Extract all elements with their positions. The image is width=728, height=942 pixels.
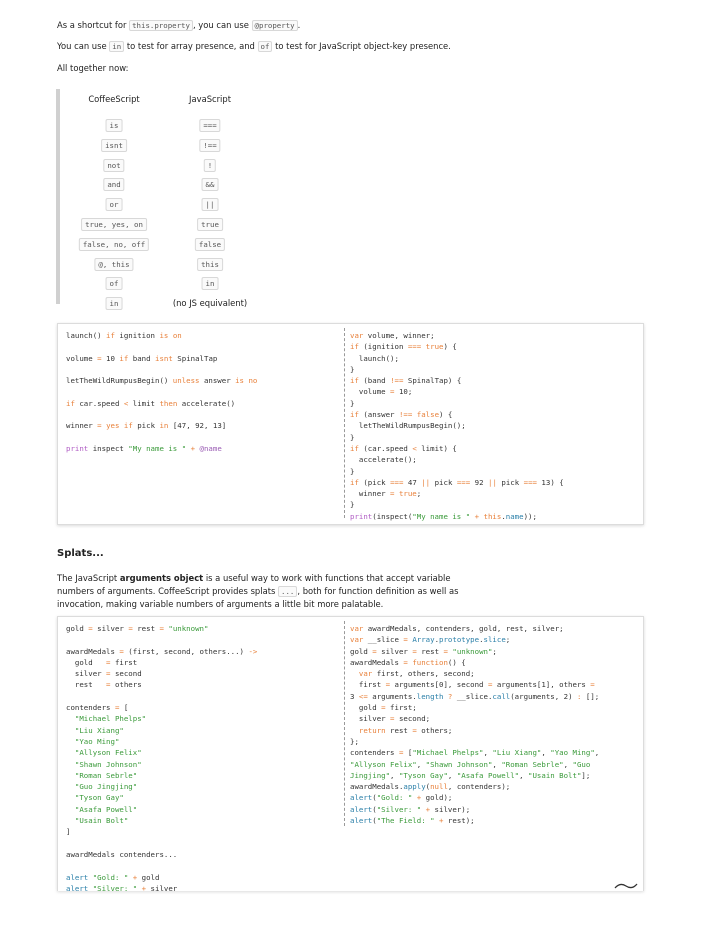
code-line: gold = silver = rest = "unknown": [66, 624, 209, 633]
code-line: print inspect "My name is " + @name: [66, 443, 222, 453]
coffeescript-operator: false, no, off: [79, 238, 149, 251]
table-cell-coffeescript: [106, 291, 123, 310]
intro-line-1: As a shortcut for this.property , you can use @property .: [57, 20, 301, 30]
code-line: winner = true;: [350, 489, 422, 499]
code-line: alert "Silver: " + silver: [66, 883, 178, 891]
code-line: [66, 838, 334, 849]
table-cell-javascript: [195, 232, 225, 251]
table-cell-javascript: [202, 172, 219, 191]
code-line: volume = 10 if band isnt SpinalTap: [66, 353, 218, 363]
coffeescript-operator: isnt: [101, 139, 127, 152]
code-line: gold = first;: [350, 703, 417, 713]
code-line: gold = silver = rest = "unknown";: [350, 646, 497, 656]
code-line: awardMedals = function() {: [350, 657, 466, 667]
code-line: }: [350, 466, 355, 476]
code-line: "Roman Sebrle": [74, 770, 138, 780]
code-line: ]: [66, 827, 71, 837]
table-cell-javascript: [199, 113, 220, 132]
inline-code: ...: [278, 586, 297, 597]
javascript-pane: [342, 324, 643, 524]
code-line: var first, others, second;: [358, 669, 475, 679]
javascript-operator: true: [197, 218, 223, 231]
coffeescript-operator: is: [106, 119, 123, 132]
code-line: if (answer !== false) {: [350, 410, 453, 420]
code-line: [66, 364, 334, 375]
code-line: [66, 432, 334, 443]
code-line: };: [350, 736, 359, 746]
javascript-operator: false: [195, 238, 225, 251]
table-cell-javascript: [197, 212, 223, 231]
code-line: letTheWildRumpusBegin();: [350, 421, 466, 431]
section-heading-splats: Splats...: [57, 548, 104, 559]
code-line: "Yao Ming": [74, 736, 120, 746]
coffeescript-pane: [58, 617, 342, 891]
coffeescript-operator: true, yes, on: [81, 218, 147, 231]
code-line: awardMedals.apply(null, contenders);: [350, 782, 511, 792]
code-line: rest = others: [66, 680, 142, 690]
code-line: alert("Silver: " + silver);: [350, 804, 471, 814]
splats-para-line-3: invocation, making variable numbers of arguments a little bit more palatable.: [57, 599, 384, 609]
code-line: }: [350, 364, 355, 374]
code-line: 3 <= arguments.length ? __slice.call(arguments, 2) : [];: [350, 691, 600, 701]
code-line: [66, 341, 334, 352]
code-line: alert "Gold: " + gold: [66, 872, 160, 882]
code-line: [66, 860, 334, 871]
code-line: "Usain Bolt": [74, 816, 129, 826]
coffeescript-operator: and: [103, 178, 124, 191]
javascript-operator: ===: [199, 119, 220, 132]
table-cell-coffeescript: [101, 133, 127, 152]
table-header-javascript: JavaScript: [189, 94, 231, 104]
coffeescript-operator: in: [106, 297, 123, 310]
table-cell-coffeescript: [103, 172, 124, 191]
code-line: [66, 691, 334, 702]
code-line: }: [350, 500, 355, 510]
code-line: Jingjing", "Tyson Gay", "Asafa Powell", "Usain Bolt"];: [350, 770, 591, 780]
code-line: var awardMedals, contenders, gold, rest, silver;: [350, 624, 564, 633]
coffeescript-operator: @, this: [94, 258, 133, 271]
code-line: "Guo Jingjing": [74, 782, 138, 792]
inline-code: in: [109, 41, 124, 52]
table-cell-coffeescript: [103, 153, 124, 172]
code-line: if (band !== SpinalTap) {: [350, 376, 462, 386]
inline-code: this.property: [129, 20, 193, 31]
code-line: accelerate();: [350, 455, 417, 465]
code-line: "Asafa Powell": [74, 804, 138, 814]
splats-para-line-2: numbers of arguments. CoffeeScript provides splats ... , both for function definition as well as: [57, 586, 459, 596]
intro-line-3: All together now:: [57, 63, 129, 73]
code-example-conditionals: [57, 323, 644, 525]
code-line: volume = 10;: [350, 387, 413, 397]
table-cell-coffeescript: [79, 232, 149, 251]
code-line: silver = second;: [350, 714, 431, 724]
table-cell-javascript: [202, 271, 219, 290]
code-line: gold = first: [66, 657, 138, 667]
coffeescript-operator: or: [106, 198, 123, 211]
table-cell-coffeescript: [106, 271, 123, 290]
table-cell-javascript: [199, 133, 220, 152]
code-line: "Tyson Gay": [74, 793, 124, 803]
table-cell-javascript: [197, 252, 223, 271]
table-cell-javascript: [202, 192, 219, 211]
javascript-operator: !: [204, 159, 216, 172]
javascript-operator: in: [202, 277, 219, 290]
code-line: launch() if ignition is on: [66, 331, 182, 340]
coffeescript-operator: not: [103, 159, 124, 172]
intro-line-2: You can use in to test for array presence, and of to test for JavaScript object-key presence.: [57, 41, 451, 51]
code-line: "Shawn Johnson": [74, 759, 142, 769]
javascript-operator: this: [197, 258, 223, 271]
code-line: launch();: [350, 353, 399, 363]
code-line: letTheWildRumpusBegin() unless answer is no: [66, 376, 258, 386]
code-line: var volume, winner;: [350, 331, 435, 340]
code-line: if (pick === 47 || pick === 92 || pick === 13) {: [350, 477, 564, 487]
code-line: "Michael Phelps": [74, 714, 147, 724]
inline-code: of: [258, 41, 273, 52]
inline-code: @property: [252, 20, 298, 31]
code-line: if (ignition === true) {: [350, 342, 457, 352]
table-cell-javascript: [173, 291, 247, 310]
code-line: alert("Gold: " + gold);: [350, 793, 453, 803]
table-header-coffeescript: CoffeeScript: [88, 94, 140, 104]
code-line: first = arguments[0], second = arguments[1], others =: [350, 680, 595, 690]
javascript-operator: !==: [199, 139, 220, 152]
code-line: awardMedals contenders...: [66, 849, 178, 859]
code-line: }: [350, 432, 355, 442]
splats-para-line-1: The JavaScript arguments object is a useful way to work with functions that accept variable: [57, 573, 451, 583]
javascript-operator: &&: [202, 178, 219, 191]
code-line: "Allyson Felix": [74, 748, 142, 758]
code-line: var __slice = Array.prototype.slice;: [350, 635, 511, 645]
code-line: [66, 409, 334, 420]
code-line: }: [350, 398, 355, 408]
coffeescript-pane: [58, 324, 342, 524]
table-cell-javascript: [204, 153, 216, 172]
coffeescript-operator: of: [106, 277, 123, 290]
scroll-wave-icon: [614, 881, 638, 891]
table-cell-coffeescript: [81, 212, 147, 231]
code-line: if (car.speed < limit) {: [350, 443, 457, 453]
code-line: [66, 634, 334, 645]
table-cell-coffeescript: [106, 113, 123, 132]
javascript-operator: ||: [202, 198, 219, 211]
operator-table: [56, 89, 260, 309]
code-line: contenders = [: [66, 703, 129, 713]
table-cell-coffeescript: [106, 192, 123, 211]
javascript-operator: (no JS equivalent): [172, 298, 248, 309]
code-example-splats: [57, 616, 644, 891]
code-line: if car.speed < limit then accelerate(): [66, 398, 236, 408]
code-line: winner = yes if pick in [47, 92, 13]: [66, 421, 227, 431]
code-line: [66, 386, 334, 397]
code-line: return rest = others;: [358, 725, 453, 735]
code-line: "Liu Xiang": [74, 725, 124, 735]
code-line: awardMedals = (first, second, others...) ->: [66, 646, 258, 656]
code-line: print(inspect("My name is " + this.name));: [350, 511, 537, 521]
code-line: alert("The Field: " + rest);: [350, 816, 475, 826]
code-line: "Allyson Felix", "Shawn Johnson", "Roman Sebrle", "Guo: [350, 759, 591, 769]
code-line: contenders = ["Michael Phelps", "Liu Xiang", "Yao Ming",: [350, 748, 600, 758]
code-line: silver = second: [66, 669, 142, 679]
table-cell-coffeescript: [94, 252, 133, 271]
javascript-pane: [342, 617, 643, 891]
